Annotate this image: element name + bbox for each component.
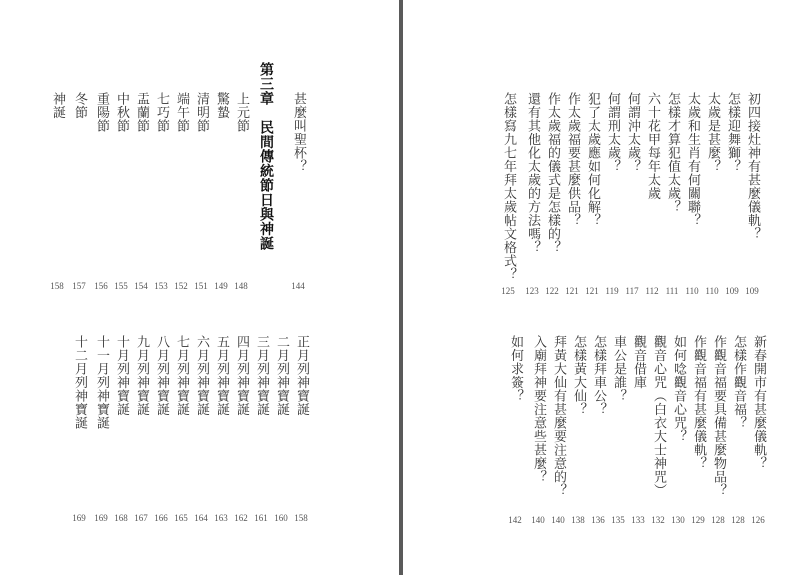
toc-page-number: 123 [525,286,539,296]
toc-page-number: 164 [194,513,208,523]
toc-page-number: 130 [671,515,685,525]
toc-entry-title: 初四接灶神有甚麼儀軌？ [745,92,760,241]
toc-entry-title: 十月列神寶誕 [114,335,129,416]
toc-page-number: 119 [605,286,619,296]
toc-entry-title: 十一月列神寶誕 [94,335,109,430]
toc-entry-title: 七巧節 [154,92,169,133]
toc-page-number: 153 [154,281,168,291]
toc-page-number: 169 [72,513,86,523]
toc-entry-title: 九月列神寶誕 [134,335,149,416]
toc-page-number: 149 [214,281,228,291]
toc-entry-title: 二月列神寶誕 [274,335,289,416]
toc-page-number: 154 [134,281,148,291]
toc-page-number: 138 [571,515,585,525]
toc-entry-title: 犯了太歲應如何化解？ [585,92,600,227]
left-page [0,0,399,575]
toc-page-number: 135 [611,515,625,525]
toc-page-number: 155 [114,281,128,291]
toc-page-number: 128 [731,515,745,525]
toc-page-number: 160 [274,513,288,523]
toc-page-number: 133 [631,515,645,525]
toc-page-number: 165 [174,513,188,523]
toc-page-number: 158 [294,513,308,523]
toc-entry-title: 觀音心咒（白衣大士神咒） [651,335,666,497]
toc-page-number: 166 [154,513,168,523]
toc-entry-title: 作太歲福要甚麼供品？ [565,92,580,227]
chapter-heading: 第三章 民間傳統節日與神誕 [258,62,274,251]
toc-entry-title: 端午節 [174,92,189,133]
toc-entry-title: 怎樣作觀音福？ [731,335,746,430]
toc-entry-title: 神誕 [50,92,65,119]
toc-entry-title: 中秋節 [114,92,129,133]
toc-entry-title: 怎樣黃大仙？ [571,335,586,416]
toc-page-number: 151 [194,281,208,291]
toc-page-number: 128 [711,515,725,525]
toc-page-number: 157 [72,281,86,291]
toc-entry-title: 三月列神寶誕 [254,335,269,416]
toc-entry-title: 車公是誰？ [611,335,626,403]
toc-entry-title: 上元節 [234,92,249,133]
toc-entry-title: 如何唸觀音心咒？ [671,335,686,443]
toc-entry-title: 正月列神寶誕 [294,335,309,416]
toc-entry-title: 四月列神寶誕 [234,335,249,416]
toc-page-number: 163 [214,513,228,523]
right-page [403,0,800,575]
toc-entry-title: 清明節 [194,92,209,133]
toc-page-number: 110 [705,286,719,296]
toc-entry-title: 太歲是甚麼？ [705,92,720,173]
toc-page-number: 122 [545,286,559,296]
toc-entry-title: 作觀音福要具備甚麼物品？ [711,335,726,497]
toc-entry-title: 入廟拜神要注意些甚麼？ [531,335,546,484]
toc-page-number: 152 [174,281,188,291]
toc-page-number: 110 [685,286,699,296]
toc-page-number: 126 [751,515,765,525]
toc-entry-title: 六十花甲每年太歲 [645,92,660,200]
toc-page-number: 168 [114,513,128,523]
toc-entry-title: 拜黃大仙有甚麼要注意的？ [551,335,566,497]
toc-entry-title: 新春開市有甚麼儀軌？ [751,335,766,470]
toc-entry-title: 作太歲福的儀式是怎樣的？ [545,92,560,254]
toc-page-number: 162 [234,513,248,523]
toc-page-number: 125 [501,286,515,296]
toc-page-number: 112 [645,286,659,296]
toc-page-number: 109 [725,286,739,296]
toc-page-number: 117 [625,286,639,296]
toc-entry-title: 太歲和生肖有何關聯？ [685,92,700,227]
toc-page-number: 148 [234,281,248,291]
toc-entry-title: 作觀音福有甚麼儀軌？ [691,335,706,470]
toc-entry-title: 六月列神寶誕 [194,335,209,416]
toc-entry-title: 五月列神寶誕 [214,335,229,416]
toc-entry-title: 如何求簽？ [508,335,523,403]
toc-page-number: 109 [745,286,759,296]
toc-entry-title: 觀音借庫 [631,335,646,389]
toc-page-number: 140 [531,515,545,525]
toc-entry-title: 十二月列神寶誕 [72,335,87,430]
toc-entry-title: 怎樣迎舞獅？ [725,92,740,173]
toc-entry-title: 八月列神寶誕 [154,335,169,416]
toc-page-number: 158 [50,281,64,291]
toc-entry-title: 何謂沖太歲？ [625,92,640,173]
toc-entry-title: 何謂刑太歲？ [605,92,620,173]
toc-page-number: 167 [134,513,148,523]
toc-page-number: 121 [585,286,599,296]
toc-page-number: 142 [508,515,522,525]
toc-page-number: 121 [565,286,579,296]
toc-page-number: 144 [291,281,305,291]
toc-entry-title: 盂蘭節 [134,92,149,133]
toc-entry-title: 怎樣才算犯值太歲？ [665,92,680,214]
toc-entry-title: 甚麼叫聖杯？ [291,92,306,173]
toc-entry-title: 驚蟄 [214,92,229,119]
toc-entry-title: 七月列神寶誕 [174,335,189,416]
toc-entry-title: 怎樣寫九七年拜太歲帖文格式？ [501,92,516,281]
toc-page-number: 169 [94,513,108,523]
toc-page-number: 132 [651,515,665,525]
toc-entry-title: 還有其他化太歲的方法嗎？ [525,92,540,254]
toc-page-number: 156 [94,281,108,291]
toc-page-number: 111 [665,286,679,296]
toc-page-number: 140 [551,515,565,525]
toc-entry-title: 重陽節 [94,92,109,133]
toc-page-number: 161 [254,513,268,523]
toc-entry-title: 怎樣拜車公？ [591,335,606,416]
toc-page-number: 136 [591,515,605,525]
toc-entry-title: 冬節 [72,92,87,119]
toc-page-number: 129 [691,515,705,525]
